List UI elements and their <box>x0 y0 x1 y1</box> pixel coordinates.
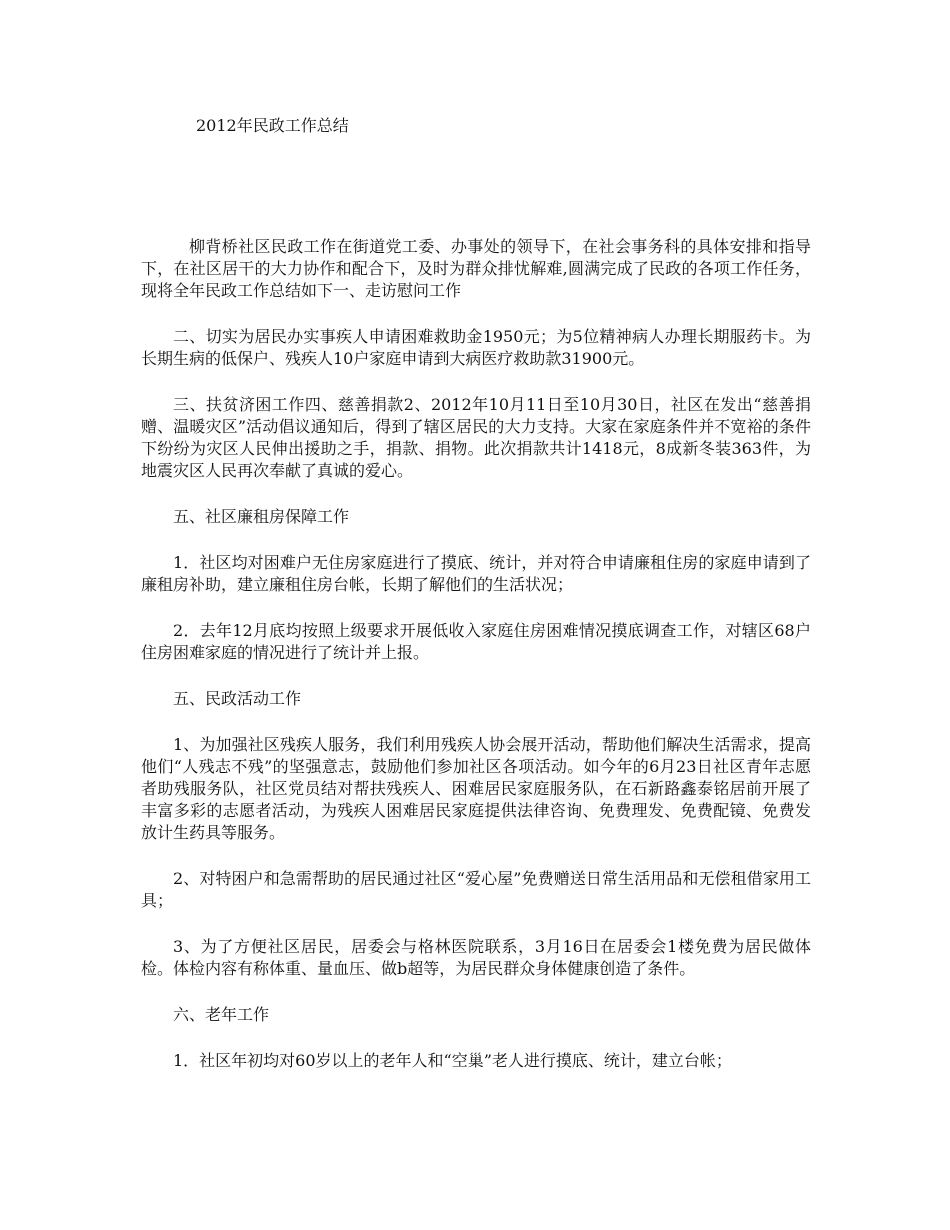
heading-housing-security: 五、社区廉租房保障工作 <box>173 507 350 526</box>
paragraph-section-3-4: 三、扶贫济困工作四、慈善捐款2、2012年10月11日至10月30日，社区在发出“慈善捐赠、温暖灾区”活动倡议通知后，得到了辖区居民的大力支持。大家在家庭条件并不宽裕的条件下纷纷为灾区人民伸出援助之手，捐款、捐物。此次捐款共计1418元，8成新冬装363件，为地震灾区人民再次奉献了真诚的爱心。 <box>141 395 811 480</box>
paragraph-section-2: 二、切实为居民办实事疾人申请困难救助金1950元；为5位精神病人办理长期服药卡。为长期生病的低保户、残疾人10户家庭申请到大病医疗救助款31900元。 <box>141 327 811 368</box>
document-body <box>141 236 811 1096</box>
document-title: 2012年民政工作总结 <box>196 116 349 135</box>
paragraph-intro: 柳背桥社区民政工作在街道党工委、办事处的领导下，在社会事务科的具体安排和指导下，在社区居干的大力协作和配合下，及时为群众排忧解难,圆满完成了民政的各项工作任务，现将全年民政工作总结如下一、走访慰问工作 <box>141 237 811 300</box>
heading-civil-activities: 五、民政活动工作 <box>173 689 302 708</box>
paragraph-activities-item-1: 1、为加强社区残疾人服务，我们利用残疾人协会展开活动，帮助他们解决生活需求，提高他们“人残志不残”的坚强意志，鼓励他们参加社区各项活动。如今年的6月23日社区青年志愿者助残服务队，社区党员结对帮扶残疾人、困难居民家庭服务队，在石新路鑫泰铭居前开展了丰富多彩的志愿者活动，为残疾人困难居民家庭提供法律咨询、免费理发、免费配镜、免费发放计生药具等服务。 <box>141 735 811 842</box>
paragraph-activities-item-2: 2、对特困户和急需帮助的居民通过社区“爱心屋”免费赠送日常生活用品和无偿租借家用工具； <box>141 869 811 910</box>
paragraph-housing-item-1: 1．社区均对困难户无住房家庭进行了摸底、统计，并对符合申请廉租住房的家庭申请到了廉租房补助，建立廉租住房台帐，长期了解他们的生活状况； <box>141 553 811 594</box>
paragraph-activities-item-3: 3、为了方便社区居民，居委会与格林医院联系，3月16日在居委会1楼免费为居民做体检。体检内容有称体重、量血压、做b超等，为居民群众身体健康创造了条件。 <box>141 937 811 978</box>
heading-elderly-work: 六、老年工作 <box>173 1005 270 1024</box>
paragraph-elderly-item-1: 1．社区年初均对60岁以上的老年人和“空巢”老人进行摸底、统计，建立台帐； <box>173 1051 732 1070</box>
paragraph-housing-item-2: 2．去年12月底均按照上级要求开展低收入家庭住房困难情况摸底调查工作，对辖区68户住房困难家庭的情况进行了统计并上报。 <box>141 621 811 662</box>
